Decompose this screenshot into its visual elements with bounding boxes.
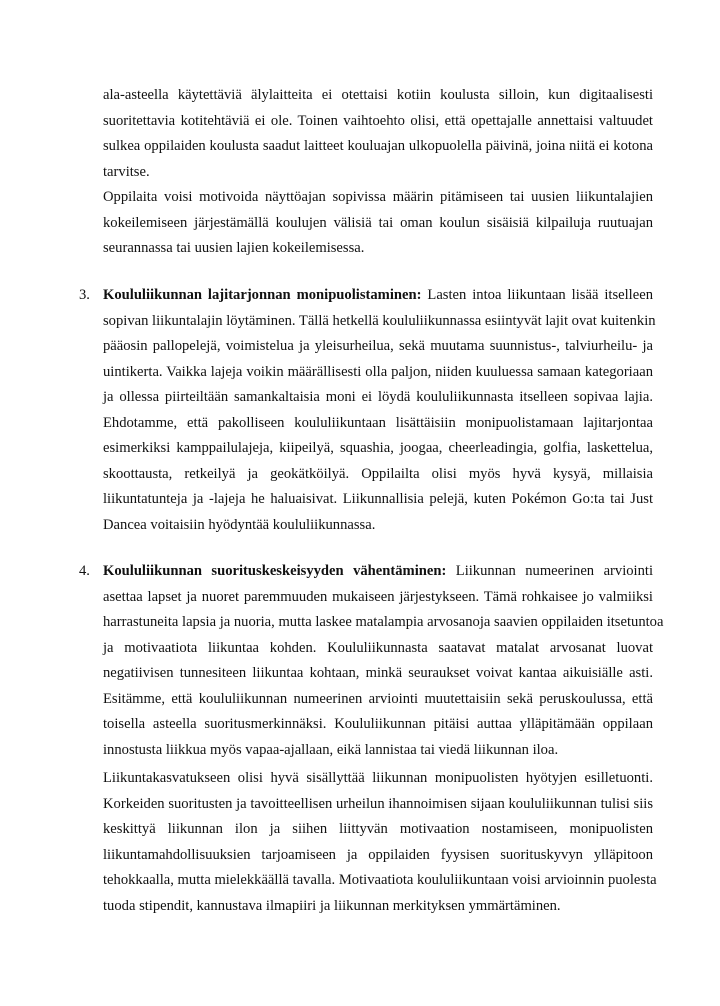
closing-paragraph [103,766,657,919]
list-item-4 [79,559,664,763]
text-line: liikuntatunteja ja -lajeja he haluaisivat. Liikunnallisia pelejä, kuten Pokémon Go:ta tai Just [103,491,653,507]
text-run: Liikunnan numeerinen arviointi [446,563,654,579]
text-line [103,283,653,309]
text-line: suoritettavia kotitehtäviä ei ole. Toinen vaihtoehto olisi, että opettajalle annettaisi valtuudet [103,112,653,129]
text-line: skoottausta, retkeilyä ja geokätköilyä. Oppilailta olisi myös hyvä kysyä, millaisia [103,465,653,482]
text-line: asettaa lapset ja nuoret paremmuuden mukaiseen järjestykseen. Tämä rohkaisee jo valmiiksi [103,588,653,605]
text-line: liikuntamahdollisuuksien tarjoamiseen ja oppilaiden fyysisen suorituskyvyn ylläpitoon [103,846,653,863]
text-line: Liikuntakasvatukseen olisi hyvä sisällyttää liikunnan monipuolisten hyötyjen esilletuonti. [103,770,653,786]
text-run: Lasten intoa liikuntaan lisää itselleen [421,287,653,303]
text-line: seurannassa tai uusien lajien kokeilemisessa. [103,240,365,256]
text-line: tehokkaalla, mutta mielekkäällä tavalla. Motivaatiota koululiikuntaan voisi arvioinnin puolesta [103,872,657,888]
text-line: negatiivisen tunnesiteen liikuntaa kohtaan, minkä seuraukset voivat kantaa aikuisiälle asti. [103,665,653,681]
list-item-heading: Koululiikunnan suorituskeskeisyyden vähentäminen: [103,563,447,579]
text-line: ja ollessa piirteiltään samankaltaisia moni ei löydä koululiikunnasta itselleen sopivaa lajia. [103,389,653,405]
list-item-heading: Koululiikunnan lajitarjonnan monipuolistaminen: [103,287,422,303]
text-line: esimerkiksi kamppailulajeja, kiipeilyä, squashia, joogaa, cheerleadingia, golfia, laskettelua, [103,440,653,456]
list-item-3 [79,283,656,538]
text-line: tarvitse. [103,163,150,180]
text-line: ala-asteella käytettäviä älylaitteita ei otettaisi kotiin koulusta silloin, kun digitaalisesti [103,87,653,103]
motivation-paragraph [103,185,653,262]
text-line: tuoda stipendit, kannustava ilmapiiri ja liikunnan merkityksen ymmärtäminen. [103,897,561,914]
text-line: Oppilaita voisi motivoida näyttöajan sopivissa määrin pitämiseen tai uusien liikuntalajien [103,189,653,205]
list-number: 3. [79,287,90,303]
intro-paragraph [103,83,653,185]
text-line: sulkea oppilaiden koulusta saadut laitteet kouluajan ulkopuolella päivinä, joina niitä ei kotona [103,138,653,154]
list-number: 4. [79,563,90,579]
text-line: ja motivaatiota liikuntaa kohden. Koululiikunnasta saatavat matalat arvosanat luovat [103,639,653,656]
text-line: uintikerta. Vaikka lajeja voikin määrällisesti olla paljon, niiden kuuluessa samaan kategoriaan [103,363,653,380]
text-line: toisella asteella suoritusmerkinnäksi. Koululiikunnan pitäisi auttaa ylläpitämään oppilaan [103,716,653,732]
text-line: sopivan liikuntalajin löytäminen. Tällä hetkellä koululiikunnassa esiintyvät lajit ovat kuitenkin [103,312,656,329]
text-line: Korkeiden suoritusten ja tavoitteellisen urheilun ihannoimisen sijaan koululiikunnan tulisi siis [103,795,653,812]
text-line: Dancea voitaisiin hyödyntää koululiikunnassa. [103,516,376,533]
text-line: keskittyä liikunnan ilon ja siihen liittyvän motivaation nostamiseen, monipuolisten [103,821,653,837]
text-line [103,559,653,585]
text-line: pääosin pallopelejä, voimistelua ja yleisurheilua, sekä muutama suunnistus-, talviurheilu- ja [103,338,653,354]
text-line: Ehdotamme, että pakolliseen koululiikuntaan lisättäisiin monipuolistamaan lajitarjontaa [103,414,653,431]
text-line: kokeilemiseen järjestämällä koulujen välisiä tai oman koulun sisäisiä kilpailuja ruutuajan [103,214,653,231]
text-line: harrastuneita lapsia ja nuoria, mutta laskee matalampia arvosanoja saavien oppilaiden itsetuntoa [103,614,664,630]
text-line: innostusta liikkua myös vapaa-ajallaan, eikä lannistaa tai viedä liikunnan iloa. [103,741,559,758]
text-line: Esitämme, että koululiikunnan numeerinen arviointi muutettaisiin sekä peruskoulussa, että [103,690,653,707]
